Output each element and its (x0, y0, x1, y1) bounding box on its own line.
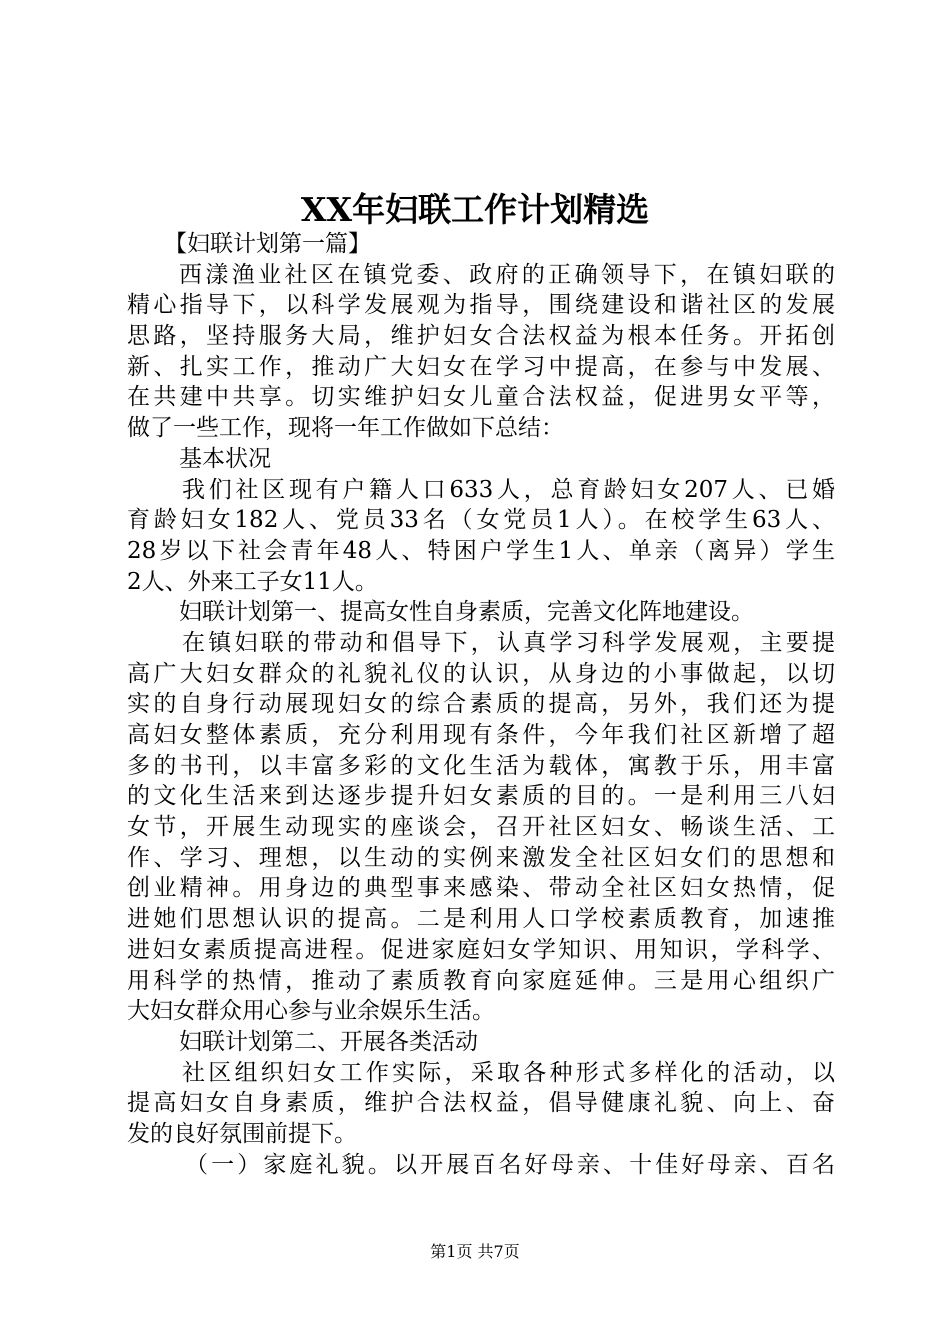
text-line: 作、学习、理想，以生动的实例来激发全社区妇女们的思想和 (127, 844, 835, 871)
text-line: 精心指导下，以科学发展观为指导，围绕建设和谐社区的发展 (127, 292, 835, 319)
text-line: 在镇妇联的带动和倡导下，认真学习科学发展观，主要提 (182, 629, 835, 656)
text-line: 实的自身行动展现妇女的综合素质的提高，另外，我们还为提 (127, 691, 835, 718)
text-line: 高妇女整体素质，充分利用现有条件，今年我们社区新增了超 (127, 722, 835, 748)
text-line: 高广大妇女群众的礼貌礼仪的认识，从身边的小事做起，以切 (127, 660, 835, 687)
text-line: 多的书刊，以丰富多彩的文化生活为载体，寓教于乐，用丰富 (127, 752, 835, 779)
document-body (127, 229, 835, 1180)
text-line: 女节，开展生动现实的座谈会，召开社区妇女、畅谈生活、工 (127, 814, 835, 841)
text-line: 基本状况 (179, 445, 271, 472)
text-line: 大妇女群众用心参与业余娱乐生活。 (127, 998, 495, 1025)
text-line: 进她们思想认识的提高。二是利用人口学校素质教育，加速推 (127, 906, 835, 933)
text-line: 的文化生活来到达逐步提升妇女素质的目的。一是利用三八妇 (127, 783, 835, 810)
document-title: XX年妇联工作计划精选 (300, 190, 650, 229)
text-line: 新、扎实工作，推动广大妇女在学习中提高，在参与中发展、 (127, 353, 835, 380)
text-line: 用科学的热情，推动了素质教育向家庭延伸。三是用心组织广 (127, 967, 835, 994)
text-line: 进妇女素质提高进程。促进家庭妇女学知识、用知识，学科学、 (127, 936, 835, 963)
text-line: 在共建中共享。切实维护妇女儿童合法权益，促进男女平等， (127, 384, 835, 411)
text-line: 提高妇女自身素质，维护合法权益，倡导健康礼貌、向上、奋 (127, 1090, 835, 1117)
text-line: 2人、外来工子女11人。 (127, 568, 378, 595)
text-line: 做了一些工作，现将一年工作做如下总结： (127, 415, 564, 442)
text-line: 【妇联计划第一篇】 (164, 231, 371, 257)
text-line: 育龄妇女182人、党员33名（女党员1人）。在校学生63人、 (127, 507, 835, 534)
text-line: 思路，坚持服务大局，维护妇女合法权益为根本任务。开拓创 (127, 323, 835, 350)
text-line: 社区组织妇女工作实际，采取各种形式多样化的活动，以 (182, 1059, 835, 1086)
text-line: 西漾渔业社区在镇党委、政府的正确领导下，在镇妇联的 (179, 261, 835, 288)
text-line: 创业精神。用身边的典型事来感染、带动全社区妇女热情，促 (127, 875, 835, 902)
text-line: 妇联计划第一、提高女性自身素质，完善文化阵地建设。 (179, 599, 754, 626)
text-line: （一）家庭礼貌。以开展百名好母亲、十佳好母亲、百名 (185, 1151, 835, 1178)
text-line: 我们社区现有户籍人口633人，总育龄妇女207人、已婚 (182, 476, 835, 503)
text-line: 28岁以下社会青年48人、特困户学生1人、单亲（离异）学生 (127, 537, 835, 564)
page-footer: 第1页 共7页 (430, 1242, 520, 1261)
text-line: 发的良好氛围前提下。 (127, 1120, 357, 1147)
text-line: 妇联计划第二、开展各类活动 (179, 1028, 478, 1055)
